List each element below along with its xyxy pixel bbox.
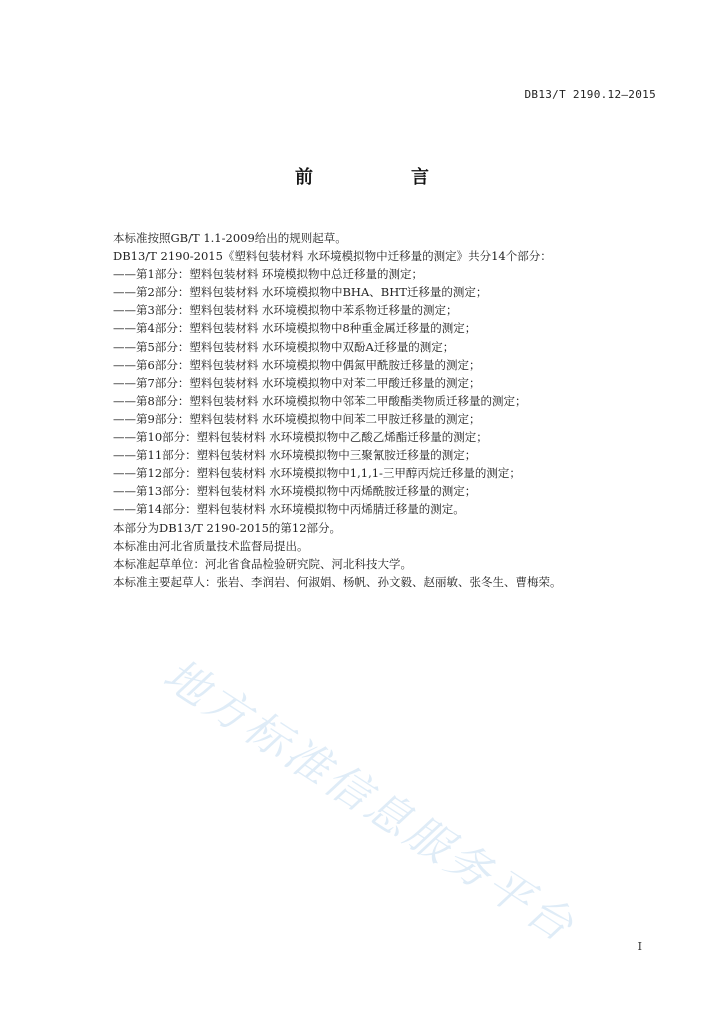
part-list-item: ——第10部分：塑料包装材料 水环境模拟物中乙酸乙烯酯迁移量的测定； [113, 430, 488, 445]
foreword-body [113, 229, 673, 591]
part-list-item: ——第6部分：塑料包装材料 水环境模拟物中偶氮甲酰胺迁移量的测定； [113, 357, 481, 372]
part-list-item: ——第5部分：塑料包装材料 水环境模拟物中双酚A迁移量的测定； [113, 339, 455, 354]
part-list-item: ——第7部分：塑料包装材料 水环境模拟物中对苯二甲酸迁移量的测定； [113, 375, 481, 390]
part-list-item: ——第3部分：塑料包装材料 水环境模拟物中苯系物迁移量的测定； [113, 303, 458, 318]
part-list-item: ——第14部分：塑料包装材料 水环境模拟物中丙烯腈迁移量的测定。 [113, 502, 465, 517]
body-line: 本标准由河北省质量技术监督局提出。 [113, 538, 309, 553]
body-line: 本部分为DB13/T 2190-2015的第12部分。 [113, 520, 342, 535]
page-number: I [637, 940, 642, 953]
body-line: DB13/T 2190-2015《塑料包装材料 水环境模拟物中迁移量的测定》共分14个部分： [113, 249, 552, 264]
part-list-item: ——第4部分：塑料包装材料 水环境模拟物中8种重金属迁移量的测定； [113, 321, 477, 336]
part-list-item: ——第9部分：塑料包装材料 水环境模拟物中间苯二甲胺迁移量的测定； [113, 411, 481, 426]
body-line: 本标准起草单位：河北省食品检验研究院、河北科技大学。 [113, 556, 412, 571]
standard-code: DB13/T 2190.12—2015 [524, 88, 656, 101]
page-title: 前 言 [295, 167, 469, 188]
part-list-item: ——第11部分：塑料包装材料 水环境模拟物中三聚氰胺迁移量的测定； [113, 448, 477, 463]
body-line: 本标准主要起草人：张岩、李润岩、何淑娟、杨帆、孙文毅、赵丽敏、张冬生、曹梅荣。 [113, 574, 562, 589]
body-line: 本标准按照GB/T 1.1-2009给出的规则起草。 [113, 231, 347, 245]
part-list-item: ——第12部分：塑料包装材料 水环境模拟物中1,1,1-三甲醇丙烷迁移量的测定； [113, 466, 521, 481]
watermark-text: 地方标准信息服务平台 [154, 649, 585, 954]
part-list-item: ——第1部分：塑料包装材料 环境模拟物中总迁移量的测定； [113, 267, 423, 282]
part-list-item: ——第13部分：塑料包装材料 水环境模拟物中丙烯酰胺迁移量的测定； [113, 484, 477, 499]
part-list-item: ——第2部分：塑料包装材料 水环境模拟物中BHA、BHT迁移量的测定； [113, 285, 488, 300]
part-list-item: ——第8部分：塑料包装材料 水环境模拟物中邻苯二甲酸酯类物质迁移量的测定； [113, 393, 527, 408]
